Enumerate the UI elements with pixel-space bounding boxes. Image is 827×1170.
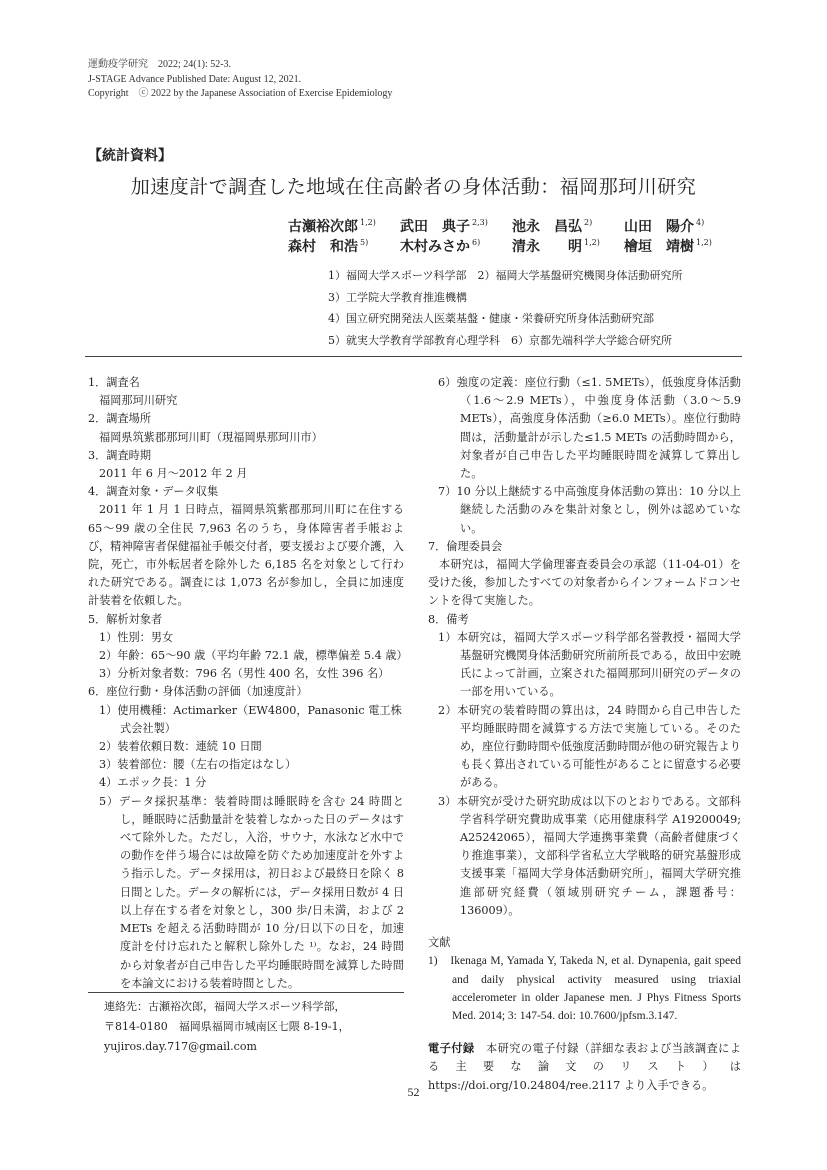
affiliations bbox=[328, 265, 683, 351]
section-heading: 1．調査名 bbox=[88, 376, 140, 389]
author: 山田 陽介 $^{4)}$ bbox=[624, 218, 705, 235]
list-item: 3）分析対象者数：796 名（男性 400 名，女性 396 名） bbox=[99, 667, 390, 681]
correspondence-line: 〒814-0180 福岡県福岡市城南区七隈 8-19-1， bbox=[104, 1020, 350, 1033]
section-heading: 8．備考 bbox=[428, 612, 469, 626]
list-item: 6）強度の定義：座位行動（≤1. 5METs），低強度身体活動（1.6～2.9 METs），中強度身体活動（3.0～5.9 METs），高強度身体活動（≥6.0 METs）。座位行動時間は，活動量計が示した≤1.5 METs の活動時間から，対象者が自己申告した平均睡眠時間を減算して算出した。 bbox=[438, 376, 741, 481]
supplement-label: 電子付録 bbox=[428, 1041, 475, 1056]
reference-item: 1) Ikenaga M, Yamada Y, Takeda N, et al. Dynapenia, gait speed and daily physical activity measured using triaxial accelerometer in older Japanese men. J Phys Fitness Sports Med. 2014; 3: 147-54. doi: 10.7600/jpfsm.3.147. bbox=[428, 955, 741, 1022]
list-item: 2）装着依頼日数：連続 10 日間 bbox=[99, 740, 262, 754]
author: 武田 典子 $^{2,3)}$ bbox=[400, 218, 488, 235]
affiliation-line: 1）福岡大学スポーツ科学部 2）福岡大学基盤研究機関身体活動研究所 bbox=[328, 269, 683, 282]
page-number: 52 bbox=[407, 1085, 420, 1099]
article-title: 加速度計で調査した地域在住高齢者の身体活動：福岡那珂川研究 bbox=[130, 176, 697, 198]
list-item: 7）10 分以上継続する中高強度身体活動の算出：10 分以上継続した活動のみを集計対象とし，例外は認めていない。 bbox=[438, 485, 741, 535]
supplement-text: 本研究の電子付録（詳細な表および当該調査による主要な論文のリスト）は https://doi.org/10.24804/ree.2117 より入手できる。 bbox=[428, 1042, 741, 1092]
author: 古瀬裕次郎 $^{1,2)}$ bbox=[288, 218, 376, 235]
references-heading: 文献 bbox=[428, 936, 451, 950]
author: 木村みさか $^{6)}$ bbox=[400, 238, 481, 255]
section-body: 福岡県筑紫郡那珂川町（現福岡県那珂川市） bbox=[99, 430, 323, 444]
correspondence-line: 連絡先：古瀬裕次郎，福岡大学スポーツ科学部， bbox=[104, 1000, 346, 1013]
article-category: 【統計資料】 bbox=[88, 148, 172, 164]
affiliation-line: 5）就実大学教育学部教育心理学科 6）京都先端科学大学総合研究所 bbox=[328, 333, 672, 347]
author-row-2 bbox=[288, 236, 712, 256]
author: 森村 和浩 $^{5)}$ bbox=[288, 238, 369, 255]
author-row-1 bbox=[288, 216, 704, 236]
section-body: 本研究は，福岡大学倫理審査委員会の承認（11-04-01）を受けた後，参加したすべての対象者からインフォームドコンセントを得て実施した。 bbox=[428, 558, 741, 608]
list-item: 2）年齢：65～90 歳（平均年齢 72.1 歳，標準偏差 5.4 歳） bbox=[99, 649, 408, 663]
section-body: 2011 年 6 月～2012 年 2 月 bbox=[99, 467, 248, 481]
author: 檜垣 靖樹 $^{1,2)}$ bbox=[624, 238, 712, 255]
list-item: 3）本研究が受けた研究助成は以下のとおりである。文部科学省科学研究費助成事業（応用健康科学 A19200049; A25242065），福岡大学連携事業費（高齢者健康づくり推進事業），文部科学省私立大学戦略的研究基盤形成支援事業「福岡大学身体活動研究所」，福岡大学研究推進部研究経費（領域別研究チーム，課題番号：136009）。 bbox=[438, 794, 741, 917]
affiliation-line: 4）国立研究開発法人医薬基盤・健康・栄養研究所身体活動研究部 bbox=[328, 312, 654, 325]
section-heading: 6．座位行動・身体活動の評価（加速度計） bbox=[88, 685, 308, 699]
list-item: 2）本研究の装着時間の算出は，24 時間から自己申告した平均睡眠時間を減算する方法で実施している。そのため，座位行動時間や低強度活動時間が他の研究報告よりも長く算出されている可能性があることに留意する必要がある。 bbox=[438, 703, 741, 790]
section-heading: 7．倫理委員会 bbox=[428, 539, 503, 553]
list-item: 1）使用機種：Actimarker（EW4800，Panasonic 電工株式会社製） bbox=[99, 703, 402, 735]
advance-publication-date: J-STAGE Advance Published Date: August 12, 2021. bbox=[88, 73, 302, 85]
section-body: 福岡那珂川研究 bbox=[99, 394, 178, 408]
header-divider bbox=[85, 356, 742, 357]
section-heading: 4．調査対象・データ収集 bbox=[88, 485, 219, 499]
author: 清永 明 $^{1,2)}$ bbox=[512, 238, 600, 255]
right-column bbox=[428, 374, 741, 1095]
author: 池永 昌弘 $^{2)}$ bbox=[512, 218, 593, 235]
correspondence-box bbox=[88, 992, 404, 1057]
list-item: 1）本研究は，福岡大学スポーツ科学部名誉教授・福岡大学基盤研究機関身体活動研究所前所長である，故田中宏暁氏によって計画，立案された福岡那珂川研究のデータの一部を用いている。 bbox=[438, 630, 741, 699]
copyright-line: Copyright ⓒ 2022 by the Japanese Association of Exercise Epidemiology bbox=[88, 88, 393, 99]
list-item: 4）エポック長：1 分 bbox=[99, 776, 207, 790]
list-item: 5）データ採択基準：装着時間は睡眠時を含む 24 時間とし，睡眠時に活動量計を装着しなかった日のデータはすべて除外した。ただし，入浴，サウナ，水泳など水中での動作を伴う場合には故障を防ぐため加速度計を外すよう指示した。データ採用は，初日および最終日を除く 8 日間とした。データの解析には，データ採用日数が 4 日以上存在する者を対象とし，300 歩/日未満，および 2 METs を超える活動時間が 10 分/日以下の日を，加速度計を付け忘れたと解釈し除外した ¹⁾。なお，24 時間から対象者が自己申告した平均睡眠時間を減算した時間を本論文における装着時間とした。 bbox=[99, 794, 404, 990]
section-heading: 3．調査時期 bbox=[88, 448, 152, 462]
section-heading: 5．解析対象者 bbox=[88, 612, 163, 626]
section-heading: 2．調査場所 bbox=[88, 412, 152, 426]
affiliation-line: 3）工学院大学教育推進機構 bbox=[328, 290, 467, 304]
list-item: 3）装着部位：腰（左右の指定はなし） bbox=[99, 758, 297, 772]
list-item: 1）性別：男女 bbox=[99, 630, 174, 644]
journal-header bbox=[88, 58, 392, 102]
journal-citation: 運動疫学研究 2022; 24(1): 52-3. bbox=[88, 59, 232, 70]
left-column bbox=[88, 374, 408, 993]
correspondence-email: yujiros.day.717@gmail.com bbox=[104, 1040, 257, 1053]
section-body: 2011 年 1 月 1 日時点，福岡県筑紫郡那珂川町に在住する 65～99 歳の全住民 7,963 名のうち，身体障害者手帳および，精神障害者保健福祉手帳交付者，要支援および要介護，入院，死亡，市外転居者を除外した 6,185 名を対象として行われた研究である。調査には 1,073 名が参加し，全員に加速度計装着を依頼した。 bbox=[88, 503, 404, 608]
